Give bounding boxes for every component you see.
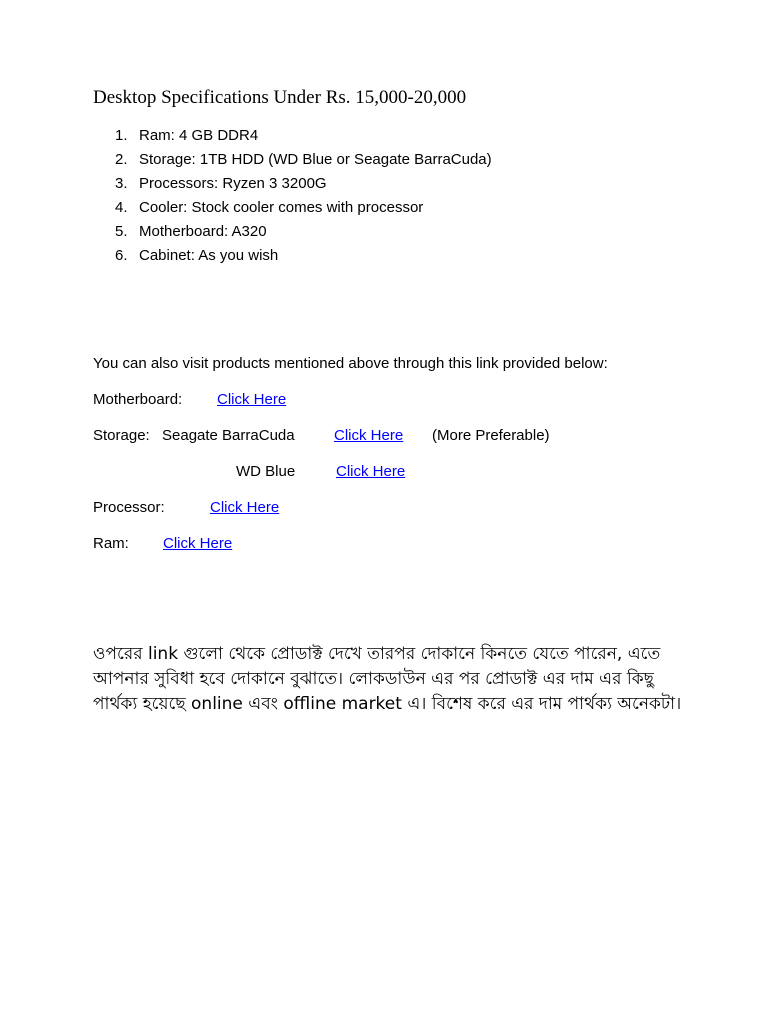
motherboard-link[interactable]: Click Here bbox=[217, 391, 287, 408]
list-item bbox=[115, 148, 492, 172]
list-number: 1. bbox=[115, 127, 128, 144]
motherboard-row bbox=[93, 390, 182, 410]
spec-list bbox=[115, 124, 492, 268]
document-title: Desktop Specifications Under Rs. 15,000-20,000 bbox=[93, 87, 467, 108]
list-item bbox=[115, 244, 492, 268]
list-item-text: Ram: 4 GB DDR4 bbox=[139, 127, 259, 144]
list-item-text: Cooler: Stock cooler comes with processor bbox=[139, 199, 424, 216]
list-item bbox=[115, 172, 492, 196]
list-number: 5. bbox=[115, 223, 128, 240]
wd-label: WD Blue bbox=[236, 463, 296, 480]
seagate-link[interactable]: Click Here bbox=[334, 427, 404, 444]
list-item bbox=[115, 220, 492, 244]
list-item-text: Motherboard: A320 bbox=[139, 223, 267, 240]
bengali-paragraph: ওপরের link গুলো থেকে প্রোডাক্ট দেখে তারপর দোকানে কিনতে যেতে পারেন, এতে আপনার সুবিধা হবে দোকানে বুঝাতে। লোকডাউন এর পর প্রোডাক্ট এর দাম এর কিছু পার্থক্য হয়েছে online এবং offline market এ। বিশেষ করে এর দাম পার্থক্য অনেকটা। bbox=[93, 644, 682, 714]
list-item bbox=[115, 196, 492, 220]
list-number: 3. bbox=[115, 175, 128, 192]
ram-label: Ram: bbox=[93, 535, 129, 552]
wd-link[interactable]: Click Here bbox=[336, 463, 406, 480]
motherboard-label: Motherboard: bbox=[93, 391, 183, 408]
intro-text: You can also visit products mentioned above through this link provided below: bbox=[93, 355, 608, 372]
processor-link[interactable]: Click Here bbox=[210, 499, 280, 516]
seagate-note: (More Preferable) bbox=[432, 427, 550, 444]
list-number: 6. bbox=[115, 247, 128, 264]
ram-link[interactable]: Click Here bbox=[163, 535, 233, 552]
storage-label: Storage: bbox=[93, 427, 150, 444]
seagate-label: Seagate BarraCuda bbox=[162, 427, 295, 444]
list-item bbox=[115, 124, 492, 148]
list-number: 4. bbox=[115, 199, 128, 216]
processor-label: Processor: bbox=[93, 499, 165, 516]
list-item-text: Storage: 1TB HDD (WD Blue or Seagate BarraCuda) bbox=[139, 151, 492, 168]
list-item-text: Processors: Ryzen 3 3200G bbox=[139, 175, 327, 192]
list-number: 2. bbox=[115, 151, 128, 168]
list-item-text: Cabinet: As you wish bbox=[139, 247, 279, 264]
